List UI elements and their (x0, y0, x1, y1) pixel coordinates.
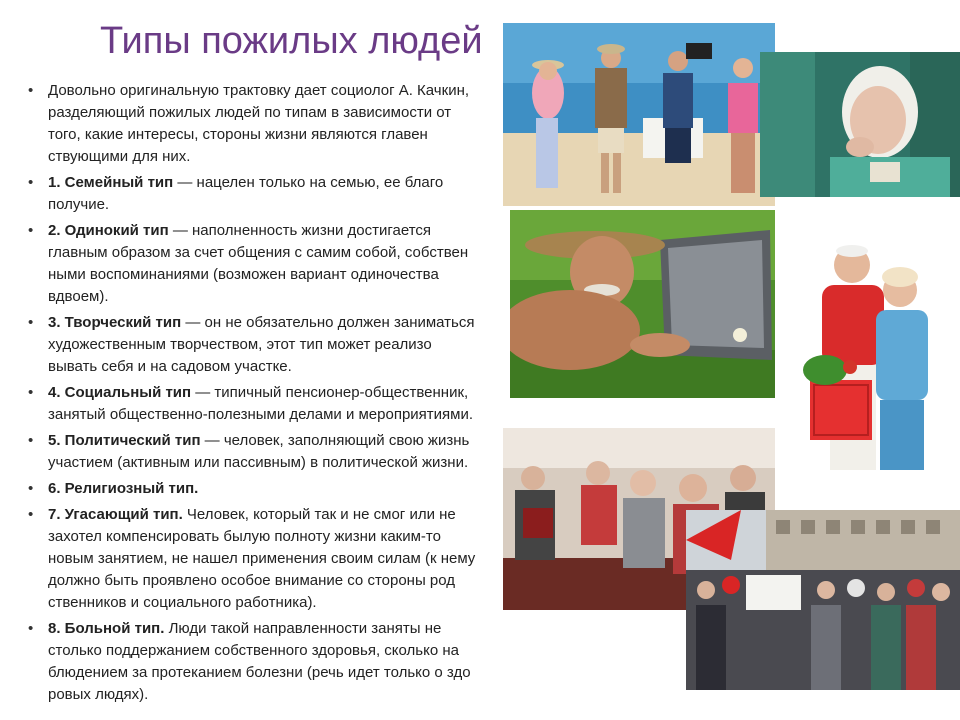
beach-dancing-seniors-photo (503, 23, 775, 206)
list-item-political-type: • 5. Политический тип — человек, заполняющий свою жизнь участием (активным или пассивным) в политической жизни. (28, 430, 516, 474)
sad-elderly-woman-photo (760, 52, 960, 197)
list-item-creative-type: • 3. Творческий тип — он не обязательно должен заниматься художественным творчеством, этот тип может реализо вывать себя и на садовом участке. (28, 312, 516, 378)
list-item-fading-type: • 7. Угасающий тип. Человек, который так и не смог или не захотел компенсировать былую полноту жизни каким-то новым занятием, не нашел применения своим силам (к нему должно быть проявлено особое внимание со стороны род ственников и социального работника). (28, 504, 516, 614)
list-item-lonely-type: • 2. Одинокий тип — наполненность жизни достигается главным образом за счет общения с самим собой, собствен ными воспоминаниями (возможен вариант одиночества вдвоем). (28, 220, 516, 308)
list-item-sick-type: • 8. Больной тип. Люди такой направленности заняты не столько поддержанием собственного здоровья, сколько на блюдением за протеканием болезни (речь идет только о здо ровых людях). (28, 618, 516, 706)
list-item-family-type: • 1. Семейный тип — нацелен только на семью, ее благо получие. (28, 172, 516, 216)
list-item-intro: • Довольно оригинальную трактовку дает социолог А. Качкин, разделяющий пожилых людей по типам в зависимости от того, какие интересы, стороны жизни являются главен ствующими для них. (28, 80, 516, 168)
types-list (28, 80, 516, 710)
list-item-social-type: • 4. Социальный тип — типичный пенсионер-общественник, занятый общественно-полезными делами и мероприятиями. (28, 382, 516, 426)
page-title: Типы пожилых людей (100, 20, 483, 62)
elderly-man-laptop-grass-photo (510, 210, 775, 398)
elderly-couple-basket-photo (780, 235, 960, 475)
elderly-protest-rally-photo (686, 510, 960, 690)
list-item-religious-type: • 6. Религиозный тип. (28, 478, 516, 500)
